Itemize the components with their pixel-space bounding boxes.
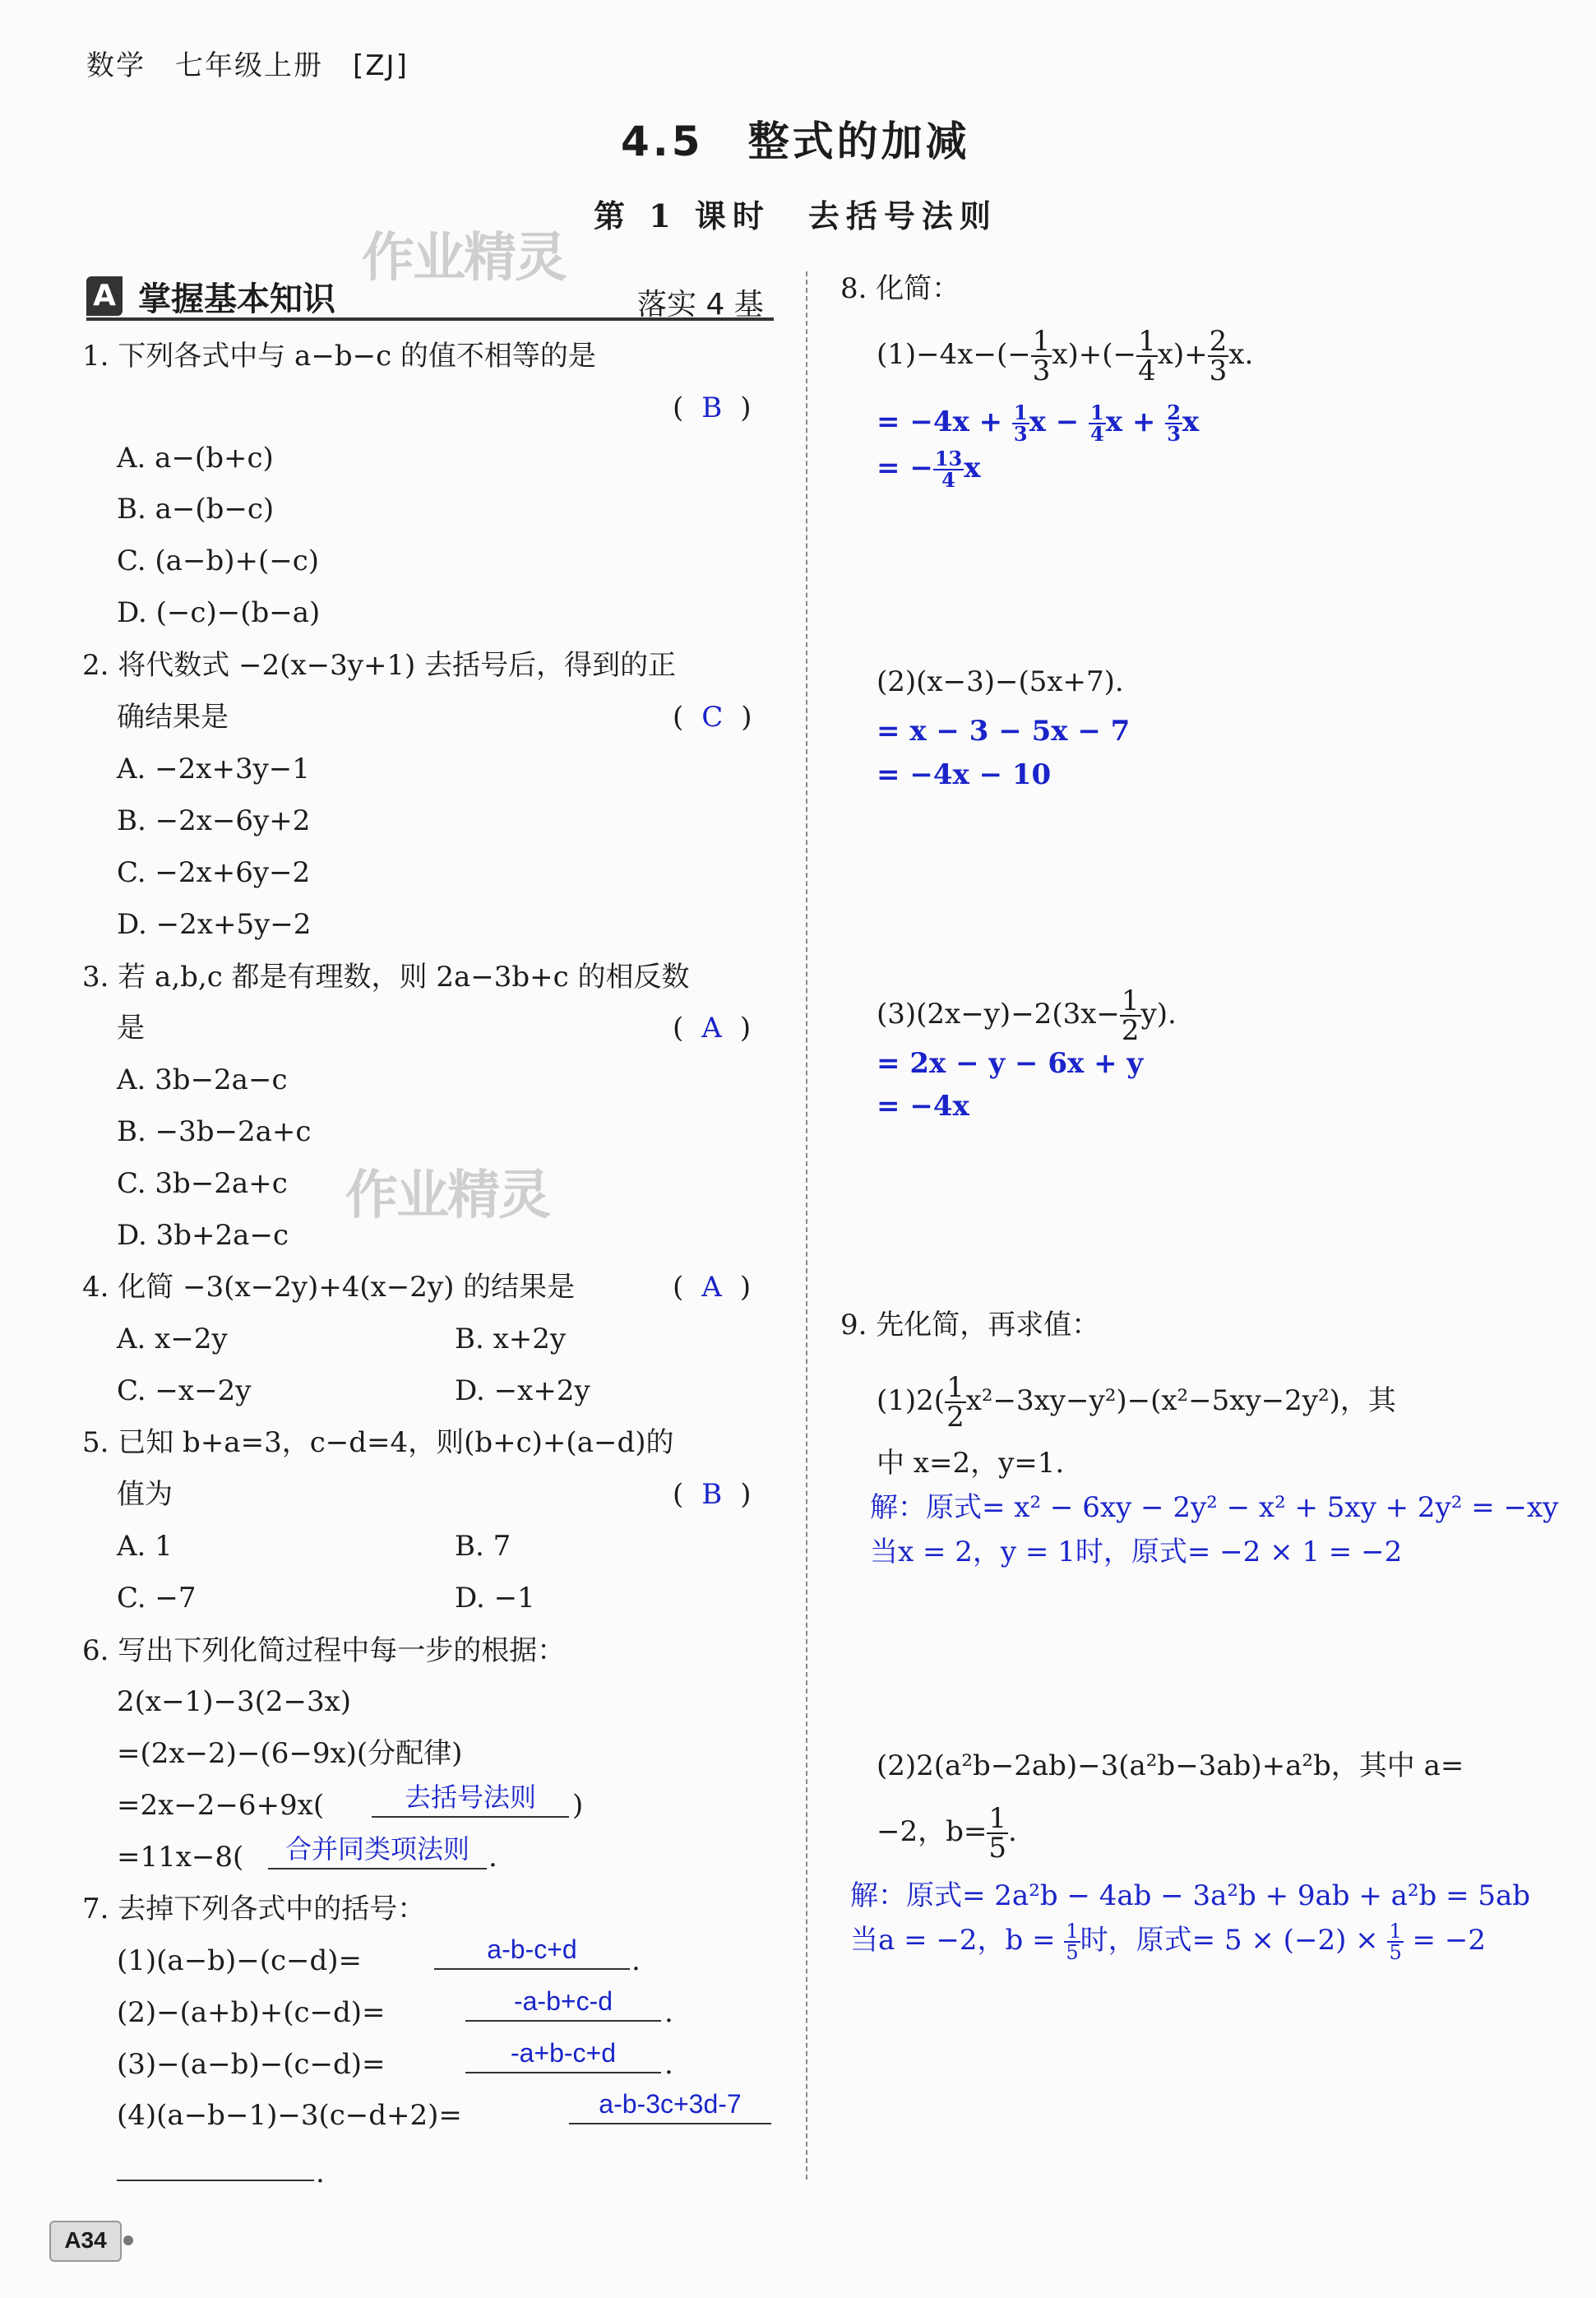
q8-frac-den: 4 — [1138, 354, 1156, 387]
q3-stem: 3. 若 a,b,c 都是有理数，则 2a−3b+c 的相反数 — [82, 961, 690, 994]
q9-part2-evaluate: 当a = −2，b = $\frac{1}{5}$ 时，原式= 5 × (−2) × $\frac{1}{5}$ = −2 — [850, 1920, 1486, 1964]
q8-stem: 8. 化简： — [840, 272, 960, 305]
q6-stem: 6. 写出下列化简过程中每一步的根据： — [82, 1634, 566, 1667]
q1-answer: ( B ) — [673, 391, 752, 424]
q7-stem: 7. 去掉下列各式中的括号： — [82, 1893, 426, 1925]
q3-stem-cont: 是 — [117, 1012, 145, 1045]
q3-option-c: C. 3b−2a+c — [117, 1167, 288, 1200]
q7-period: . — [631, 1944, 641, 1977]
q9-part2: (2)2(a²b−2ab)−3(a²b−3ab)+a²b，其中 a= — [877, 1749, 1464, 1782]
q8-part3: (3)(2x−y)−2(3x− $\frac{1}{2}$ y). — [877, 985, 1177, 1047]
q8-frac-den: 2 — [1121, 1014, 1140, 1047]
q4-option-b: B. x+2y — [455, 1323, 567, 1355]
q7-blank1[interactable]: a-b-c+d — [434, 1935, 630, 1970]
q4-stem: 4. 化简 −3(x−2y)+4(x−2y) 的结果是 — [82, 1271, 576, 1304]
watermark: 作业精灵 — [362, 228, 566, 289]
q7-part1: (1)(a−b)−(c−d)= — [117, 1944, 363, 1977]
q5-stem: 5. 已知 b+a=3，c−d=4，则(b+c)+(a−d)的 — [82, 1426, 674, 1459]
q8-frac-num: 1 — [1121, 985, 1140, 1017]
q3-option-a: A. 3b−2a−c — [117, 1063, 288, 1096]
q9-stem: 9. 先化简，再求值： — [840, 1309, 1100, 1341]
watermark: 作业精灵 — [345, 1165, 549, 1226]
section-right-label: 落实 4 基 — [637, 288, 764, 322]
q9-frac-num: 1 — [946, 1371, 965, 1404]
q1-option-a: A. a−(b+c) — [117, 442, 274, 475]
q8-frac-den: 3 — [1209, 354, 1228, 387]
q9-part1-evaluate: 当x = 2，y = 1时，原式= −2 × 1 = −2 — [870, 1536, 1403, 1568]
q5-option-b: B. 7 — [455, 1530, 511, 1563]
q7-part3: (3)−(a−b)−(c−d)= — [117, 2048, 386, 2081]
page-subtitle: 第 1 课时 去括号法则 — [594, 197, 997, 234]
q8-frac-num: 1 — [1138, 325, 1156, 358]
q9-part1-cont: 中 x=2，y=1. — [877, 1447, 1065, 1480]
q8-part2: (2)(x−3)−(5x+7). — [877, 665, 1124, 698]
q7-part2: (2)−(a+b)+(c−d)= — [117, 1996, 386, 2029]
q1-option-b: B. a−(b−c) — [117, 493, 275, 526]
q6-line3-end: ) — [572, 1789, 584, 1822]
q3-answer: ( A ) — [673, 1012, 752, 1045]
q7-period: . — [664, 1996, 673, 2029]
q5-option-d: D. −1 — [455, 1582, 535, 1615]
section-badge: A — [86, 276, 123, 316]
q9-frac-den: 2 — [946, 1401, 965, 1434]
column-divider — [806, 271, 807, 2180]
q2-option-c: C. −2x+6y−2 — [117, 856, 311, 889]
page-title: 4.5 整式的加减 — [621, 118, 970, 165]
q8-part1-step1: = −4x + $\frac{1}{3}$ x − $\frac{1}{4}$ x + $\frac{2}{3}$ x — [877, 401, 1200, 446]
q2-stem-cont: 确结果是 — [117, 701, 229, 734]
section-underline — [86, 317, 774, 321]
q5-option-a: A. 1 — [117, 1530, 173, 1563]
q2-option-b: B. −2x−6y+2 — [117, 804, 311, 837]
page-number: A34 — [49, 2221, 122, 2262]
q7-blank4[interactable]: a-b-3c+3d-7 — [569, 2090, 771, 2124]
q7-blank3[interactable]: -a+b-c+d — [465, 2039, 661, 2073]
q8-part2-step2: = −4x − 10 — [877, 758, 1052, 791]
q2-option-d: D. −2x+5y−2 — [117, 908, 312, 941]
q6-line3: =2x−2−6+9x( — [117, 1789, 325, 1822]
q6-blank1[interactable]: 去括号法则 — [372, 1783, 569, 1818]
q6-line2: =(2x−2)−(6−9x)(分配律) — [117, 1737, 463, 1770]
q8-part1-step2: = − $\frac{13}{4}$ x — [877, 447, 981, 492]
q9-part2-cont: −2，b= $\frac{1}{5}$ . — [877, 1802, 1017, 1865]
q1-option-d: D. (−c)−(b−a) — [117, 596, 321, 629]
q4-option-c: C. −x−2y — [117, 1374, 252, 1407]
q1-option-c: C. (a−b)+(−c) — [117, 544, 320, 577]
q1-stem: 1. 下列各式中与 a−b−c 的值不相等的是 — [82, 340, 596, 373]
q8-frac-den: 3 — [1032, 354, 1051, 387]
q2-stem: 2. 将代数式 −2(x−3y+1) 去括号后，得到的正 — [82, 649, 677, 682]
q6-line4: =11x−8( — [117, 1841, 244, 1874]
page-dot — [123, 2235, 133, 2245]
q7-period: . — [664, 2048, 673, 2081]
q3-option-b: B. −3b−2a+c — [117, 1115, 312, 1148]
q2-option-a: A. −2x+3y−1 — [117, 753, 310, 785]
q5-option-c: C. −7 — [117, 1582, 197, 1615]
q7-blank4-cont[interactable] — [117, 2147, 314, 2181]
q9-part1-solution: 解：原式= x² − 6xy − 2y² − x² + 5xy + 2y² = −xy — [870, 1491, 1559, 1524]
q4-option-a: A. x−2y — [117, 1323, 228, 1355]
section-title: 掌握基本知识 — [138, 280, 335, 318]
q4-answer: ( A ) — [673, 1271, 752, 1304]
q5-answer: ( B ) — [673, 1478, 752, 1511]
q8-part2-step1: = x − 3 − 5x − 7 — [877, 715, 1131, 748]
q4-option-d: D. −x+2y — [455, 1374, 590, 1407]
q7-part4: (4)(a−b−1)−3(c−d+2)= — [117, 2099, 462, 2132]
q3-option-d: D. 3b+2a−c — [117, 1219, 289, 1252]
q9-part2-solution: 解：原式= 2a²b − 4ab − 3a²b + 9ab + a²b = 5ab — [850, 1879, 1531, 1912]
q8-part1: (1)−4x−(− $\frac{1}{3}$ x)+(− $\frac{1}{4}$ x)+ $\frac{2}{3}$ x. — [877, 325, 1254, 387]
q8-frac-num: 1 — [1032, 325, 1051, 358]
q7-period: . — [316, 2157, 325, 2189]
q8-frac-num: 2 — [1209, 325, 1228, 358]
q8-part3-step1: = 2x − y − 6x + y — [877, 1047, 1144, 1080]
header-subject: 数学 七年级上册 [ZJ] — [86, 49, 409, 82]
q6-line4-end: . — [488, 1841, 497, 1874]
q6-blank2[interactable]: 合并同类项法则 — [268, 1835, 487, 1869]
q5-stem-cont: 值为 — [117, 1478, 173, 1511]
q9-frac-den: 5 — [988, 1832, 1007, 1865]
q7-blank2[interactable]: -a-b+c-d — [465, 1987, 661, 2022]
q9-frac-num: 1 — [988, 1802, 1007, 1835]
q6-line1: 2(x−1)−3(2−3x) — [117, 1685, 352, 1718]
q8-part3-step2: = −4x — [877, 1090, 969, 1123]
q9-part1: (1)2( $\frac{1}{2}$ x²−3xy−y²)−(x²−5xy−2y²)，其 — [877, 1371, 1396, 1434]
q2-answer: ( C ) — [673, 701, 752, 734]
